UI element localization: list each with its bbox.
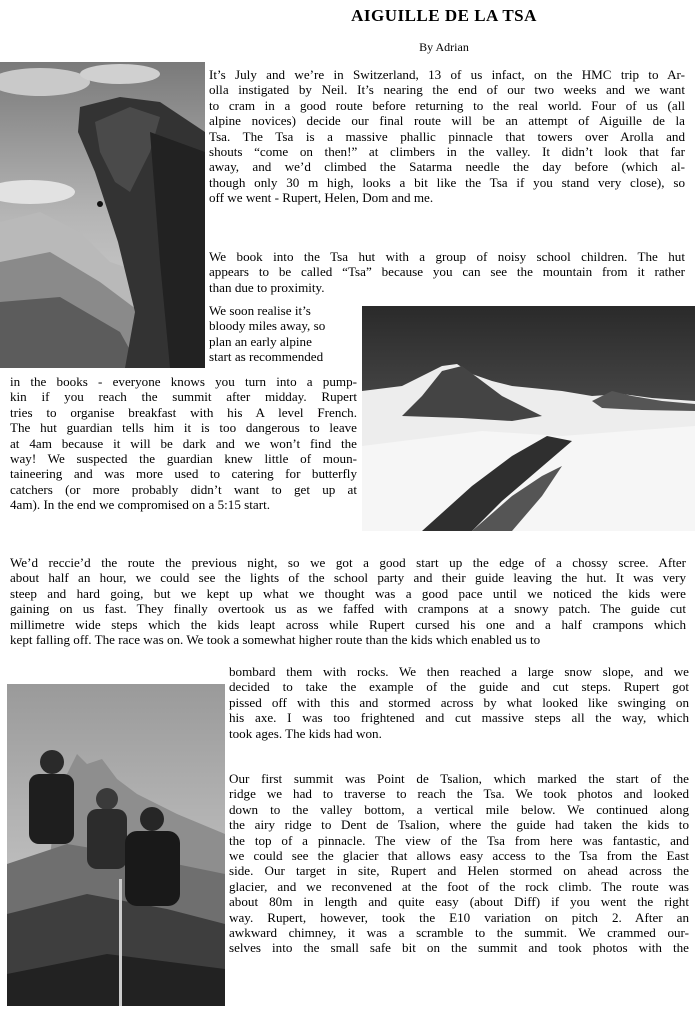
text-line: appears to be called “Tsa” because you can see the mountain from it rather (209, 264, 685, 280)
text-line: tries to organise breakfast with his A level French. (10, 404, 357, 420)
climber-on-rock-photo (0, 62, 205, 368)
text-line: olla instigated by Neil. It’s nearing the end of our two weeks and we want (209, 82, 685, 98)
text-line: side. Our target in site, Rupert and Helen stormed on ahead across the (229, 863, 689, 879)
glacier-ridge-photo (362, 306, 695, 531)
text-line: We soon realise it’s (209, 303, 311, 318)
text-line: glacier, and we reconvened at the foot of the rock climb. The route was (229, 878, 689, 894)
text-line: The hut guardian tells him it is too dangerous to leave (10, 420, 357, 436)
text-line: kin if you reach the summit after midday. Rupert (10, 389, 357, 405)
text-line: we could see the glacier that allows easy access to the Tsa from the East (229, 848, 689, 864)
text-line: selves into the small safe bit on the summit and took photos with the (229, 940, 689, 956)
text-line: at 4am because it will be dark and we won’t find the (10, 435, 357, 451)
text-line: shouts “come on then!” at climbers in the valley. It didn’t look that far (209, 144, 685, 160)
text-line: about half an hour, we could see the lights of the school party and their guide leaving the hut. It was very (10, 570, 686, 586)
text-line: bloody miles away, so (209, 318, 326, 334)
text-line: in the books - everyone knows you turn into a pump- (10, 374, 357, 389)
byline: By Adrian (419, 40, 469, 54)
text-line: We book into the Tsa hut with a group of noisy school children. The hut (209, 249, 685, 264)
text-line: away, and we’d climbed the Satarma needle the day before (which al- (209, 159, 685, 175)
paragraph-ascent-cont (229, 664, 689, 741)
text-line: the top of a pinnacle. The view of the Tsa from here was fantastic, and (229, 832, 689, 848)
text-line: We’d reccie’d the route the previous night, so we got a good start up the edge of a chossy scree. After (10, 555, 686, 570)
text-line: ridge we had to traverse to reach the Tsa. We took photos and looked (229, 786, 689, 802)
text-line: way. Rupert, however, took the E10 variation on pitch 2. After an (229, 909, 689, 925)
text-line: alpine novices) decide our final route will be an attempt of Aiguille de la (209, 113, 685, 129)
text-line: Tsa. The Tsa is a massive phallic pinnacle that towers over Arolla and (209, 128, 685, 144)
text-line: down to the valley bottom, a vertical mile below. We continued along (229, 801, 689, 817)
text-line: Our first summit was Point de Tsalion, which marked the start of the (229, 771, 689, 786)
text-line: millimetre wide steps which the kids leapt across while Rupert cursed his one and a half crampons which (10, 616, 686, 632)
text-line: catchers (or more probably didn’t want to get up at (10, 481, 357, 497)
text-line: the airy ridge to Dent de Tsalion, where the guide had taken the kids to (229, 817, 689, 833)
text-line: It’s July and we’re in Switzerland, 13 of us infact, on the HMC trip to Ar- (209, 67, 685, 82)
text-line: his axe. I was too frightened and cut massive steps all the way, which (229, 710, 689, 726)
text-line: to cram in a good route before returning to the real world. Four of us (all (209, 97, 685, 113)
text-line: 4am). In the end we compromised on a 5:15 start. (10, 497, 270, 513)
text-line: than due to proximity. (209, 279, 325, 295)
paragraph-hut-top (209, 249, 685, 295)
text-line: taineering and was more used to catering for butterfly (10, 466, 357, 482)
text-line: decided to take the example of the guide and cut steps. Rupert got (229, 679, 689, 695)
text-line: gaining on us fast. They finally overtook us as we faffed with crampons at a snowy patch. The guide cut (10, 601, 686, 617)
paragraph-hut-bottom (10, 374, 357, 513)
text-line: start as recommended (209, 349, 324, 365)
text-line: plan an early alpine (209, 333, 312, 349)
text-line: pissed off with this and stormed across by what looked like swinging on (229, 694, 689, 710)
article-title: AIGUILLE DE LA TSA (351, 6, 537, 25)
paragraph-summit (229, 771, 689, 956)
text-line: though only 30 m high, looks a bit like the Tsa if you stand very close), so (209, 174, 685, 190)
paragraph-hut-narrow (209, 303, 357, 365)
summit-group-photo (7, 684, 225, 1006)
text-line: steep and hard going, but we kept up what we thought was a good pace until we noticed the kids were (10, 585, 686, 601)
text-line: about 80m in length and quite easy (about Diff) if you went the right (229, 894, 689, 910)
paragraph-intro (209, 67, 685, 206)
text-line: awkward chimney, it was a scramble to the summit. We crammed our- (229, 925, 689, 941)
text-line: took ages. The kids had won. (229, 725, 382, 741)
text-line: kept falling off. The race was on. We took a somewhat higher route than the kids which enabled us to (10, 632, 541, 648)
text-line: off we went - Rupert, Helen, Dom and me. (209, 190, 434, 206)
text-line: bombard them with rocks. We then reached a large snow slope, and we (229, 664, 689, 679)
text-line: way! We suspected the guardian knew little of moun- (10, 451, 357, 467)
paragraph-ascent (10, 555, 686, 647)
